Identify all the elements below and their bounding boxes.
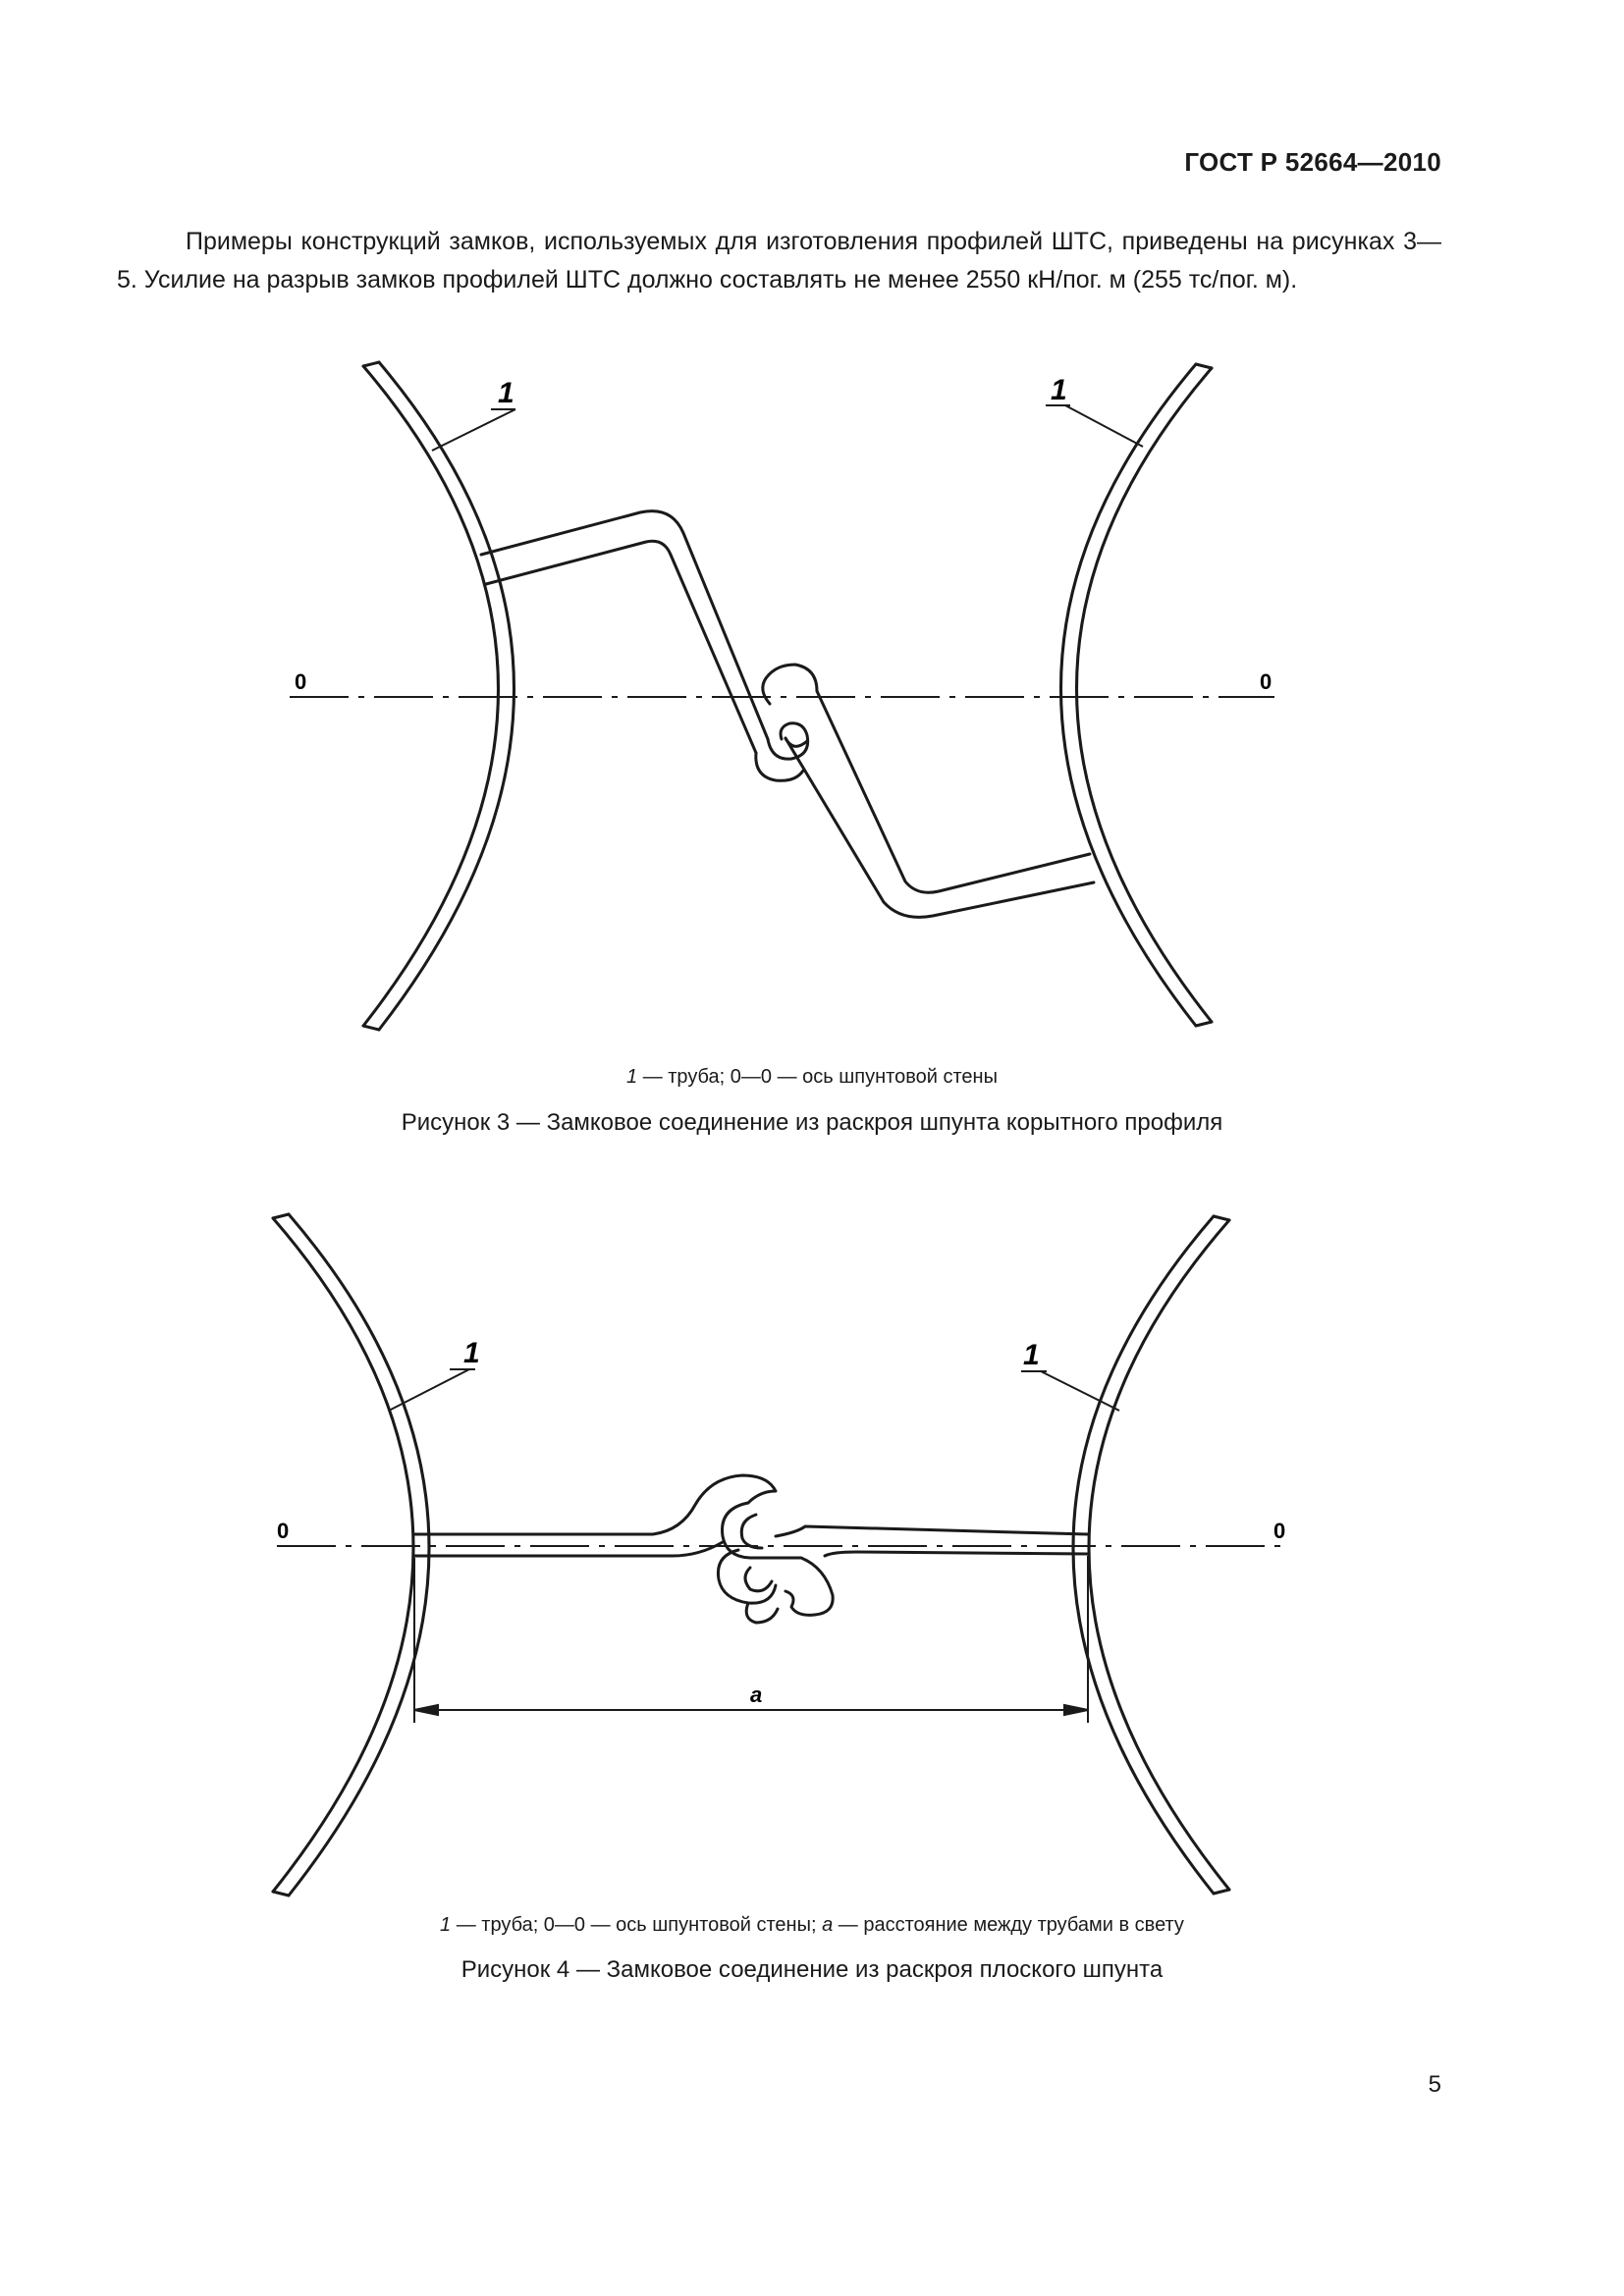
legend-number: 1 <box>626 1066 638 1088</box>
intro-paragraph <box>117 223 1441 299</box>
leader-line-right <box>1041 1371 1119 1411</box>
figure-3-legend <box>0 1066 1624 1089</box>
dimension-label: a <box>750 1682 763 1707</box>
leader-line-right <box>1065 405 1143 447</box>
figure-3-drawing <box>0 348 1624 1045</box>
interlock-lock <box>756 665 817 780</box>
document-header: ГОСТ Р 52664—2010 <box>1184 147 1441 177</box>
pipe-label-right: 1 <box>1023 1339 1040 1371</box>
axis-label-right: 0 <box>1273 1519 1286 1543</box>
leader-line-left <box>432 409 515 451</box>
leader-line-left <box>389 1369 469 1411</box>
interlock-lock <box>718 1503 1088 1623</box>
figure-4-caption: Рисунок 4 — Замковое соединение из раскроя плоского шпунта <box>460 1956 1164 1983</box>
right-pipe <box>1073 1216 1229 1894</box>
figure-4-legend <box>0 1914 1624 1937</box>
axis-label-left: 0 <box>295 669 307 694</box>
right-pipe <box>1061 364 1213 1026</box>
legend-a: a <box>822 1914 834 1936</box>
legend-text-2: — расстояние между трубами в свету <box>833 1914 1184 1936</box>
intro-text: Примеры конструкций замков, используемых для изготовления профилей ШТС, приведены на рисунках 3—5. Усилие на разрыв замков профилей ШТС должно составлять не менее 2550 кН/пог. м (255 тс/пог. м). <box>117 228 1441 294</box>
figure-4-drawing <box>0 1202 1624 1899</box>
figure-3-caption: Рисунок 3 — Замковое соединение из раскроя шпунта корытного профиля <box>401 1109 1223 1136</box>
legend-text-1: — труба; 0—0 — ось шпунтовой стены; <box>451 1914 823 1936</box>
pipe-label-left: 1 <box>498 377 514 409</box>
axis-label-right: 0 <box>1260 669 1272 694</box>
figure-3 <box>0 348 1624 1045</box>
axis-label-left: 0 <box>277 1519 290 1543</box>
flat-sheet-pile-left <box>414 1475 776 1556</box>
legend-number: 1 <box>440 1914 452 1936</box>
pipe-label-left: 1 <box>463 1337 480 1369</box>
sheet-pile-left <box>481 511 768 753</box>
legend-text: — труба; 0—0 — ось шпунтовой стены <box>637 1066 998 1088</box>
pipe-label-right: 1 <box>1051 374 1067 406</box>
figure-4 <box>0 1202 1624 1899</box>
left-pipe <box>273 1214 429 1896</box>
page-number: 5 <box>1428 2071 1441 2098</box>
sheet-pile-right <box>785 691 1094 917</box>
